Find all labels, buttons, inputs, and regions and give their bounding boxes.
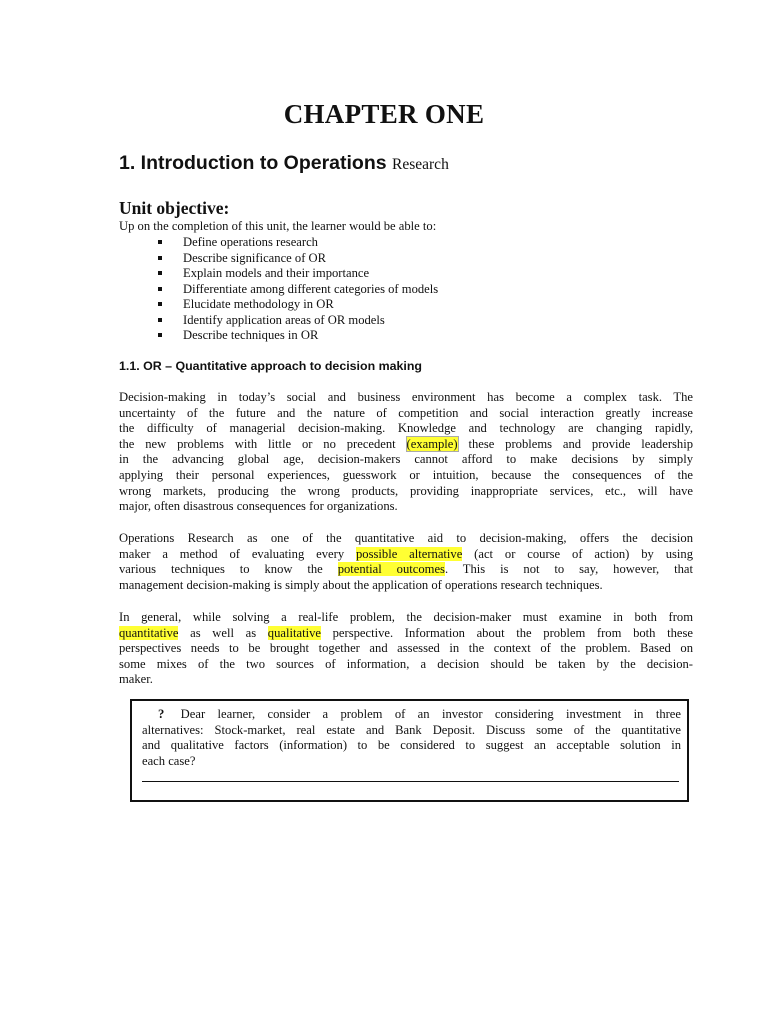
bullet-icon — [158, 287, 162, 291]
list-item: Describe techniques in OR — [158, 328, 438, 344]
highlight-example: (example) — [406, 436, 458, 451]
unit-objective-intro: Up on the completion of this unit, the learner would be able to: — [119, 219, 437, 233]
list-item: Define operations research — [158, 235, 438, 251]
unit-objective-heading: Unit objective: — [119, 198, 230, 218]
answer-line — [142, 781, 679, 782]
bullet-icon — [158, 302, 162, 306]
bullet-icon — [158, 271, 162, 275]
highlight-potential-outcomes: potential outcomes — [337, 562, 445, 577]
section-heading-main: 1. Introduction to Operations — [119, 152, 387, 174]
list-item: Identify application areas of OR models — [158, 313, 438, 329]
section-heading-tail: Research — [392, 156, 449, 173]
chapter-title: CHAPTER ONE — [283, 99, 485, 129]
question-mark-icon: ? — [158, 707, 165, 721]
paragraph-real-life-problem: In general, while solving a real-life problem, the decision-maker must examine in both from quantitative as well as qualitative perspective. Information about the problem from both these perspectives needs to be brought together and assessed in the context of the problem. Based on some mixes of the two sources of information, a decision should be taken by the decision- maker. — [119, 610, 693, 687]
highlight-quantitative: quantitative — [119, 625, 179, 640]
list-item: Explain models and their importance — [158, 266, 438, 282]
bullet-icon — [158, 240, 162, 244]
bullet-icon — [158, 333, 162, 337]
list-item: Elucidate methodology in OR — [158, 297, 438, 313]
question-box — [130, 699, 689, 802]
list-item: Differentiate among different categories of models — [158, 282, 438, 298]
section-heading — [119, 152, 449, 175]
bullet-icon — [158, 318, 162, 322]
paragraph-operations-research: Operations Research as one of the quantitative aid to decision-making, offers the decision maker a method of evaluating every possible alternative (act or course of action) by using various techniques to know the potential outcomes. This is not to say, however, that management decision-making is simply about the application of operations research techniques. — [119, 531, 693, 592]
question-text: ? Dear learner, consider a problem of an investor considering investment in three alternatives: Stock-market, real estate and Bank Deposit. Discuss some of the quantitative and qualitative factors (information) to be considered to suggest an acceptable solution in each case? — [142, 707, 681, 768]
objectives-list — [158, 235, 438, 344]
paragraph-decision-making: Decision-making in today’s social and business environment has become a complex task. The uncertainty of the future and the nature of competition and social interaction greatly increase the difficulty of managerial decision-making. Knowledge and technology are changing rapidly, the new problems with little or no precedent (example) these problems and provide leadership in the advancing global age, decision-makers cannot afford to make decisions by simply applying their personal experiences, guesswork or intuition, because the consequences of the wrong markets, producing the wrong products, providing inappropriate services, etc., will have major, often disastrous consequences for organizations. — [119, 390, 694, 514]
subsection-heading: 1.1. OR – Quantitative approach to decision making — [119, 359, 422, 373]
highlight-possible-alternative: possible alternative — [356, 546, 463, 561]
bullet-icon — [158, 256, 162, 260]
highlight-qualitative: qualitative — [267, 625, 321, 640]
list-item: Describe significance of OR — [158, 251, 438, 267]
